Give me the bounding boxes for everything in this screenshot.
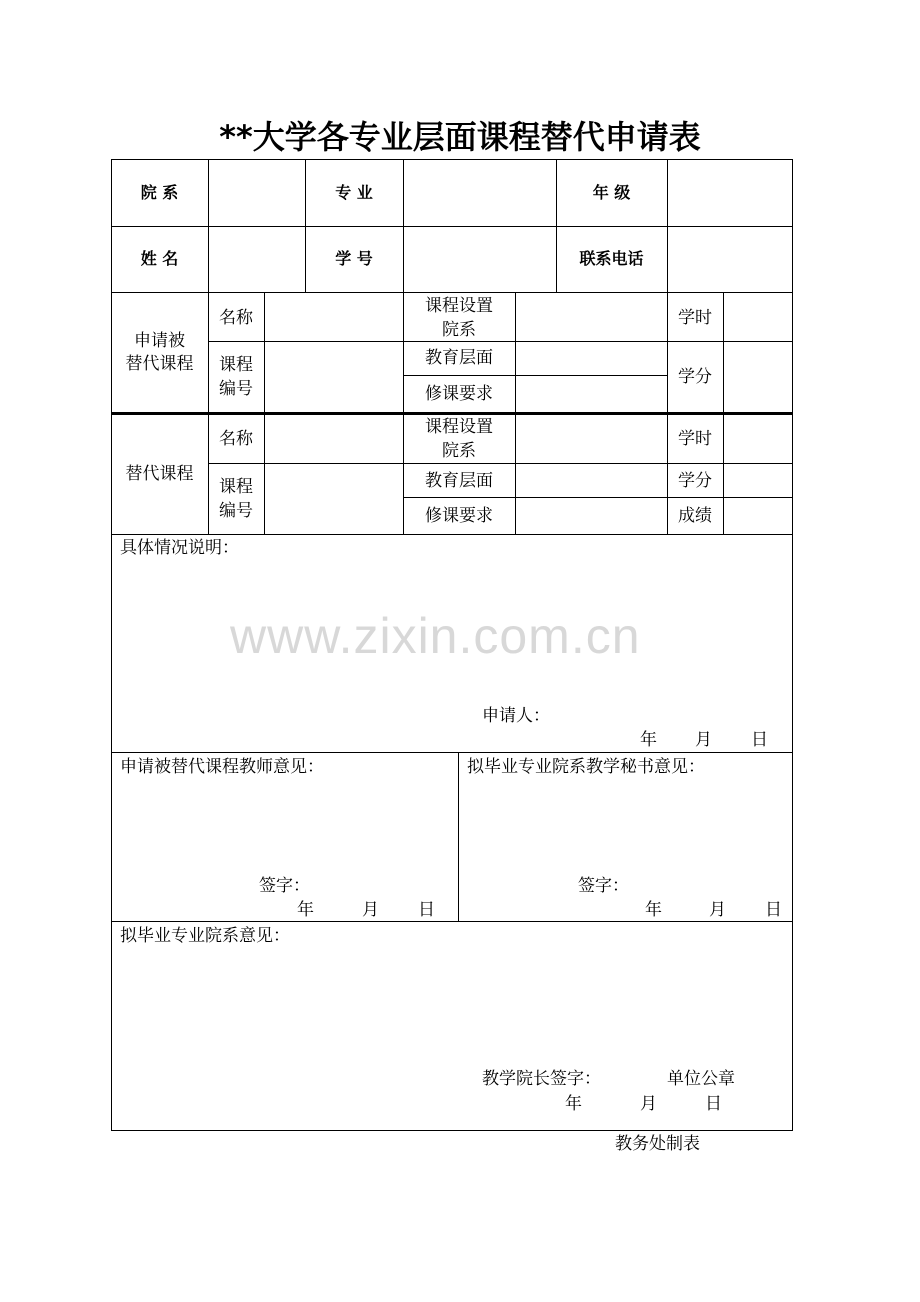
row-divider [208, 341, 793, 342]
table-border-right [792, 159, 793, 1131]
secretary-sign-label: 签字： [578, 876, 629, 896]
substitute-requirement-label: 修课要求 [425, 506, 493, 526]
replaced-offering-dept-label: 课程设置 [425, 296, 493, 316]
replaced-offering-dept-label-2: 院系 [442, 320, 476, 340]
dept-label: 院 系 [140, 183, 179, 202]
col-divider [264, 292, 265, 534]
row-divider [403, 497, 793, 498]
col-divider [458, 752, 459, 921]
substitute-course-section-label: 替代课程 [125, 464, 194, 484]
substitute-hours-label: 学时 [678, 429, 712, 449]
row-divider [403, 375, 668, 376]
form-title: **大学各专业层面课程替代申请表 [219, 118, 701, 156]
col-divider [723, 292, 724, 534]
row-divider [111, 921, 793, 922]
name-label: 姓 名 [140, 249, 179, 268]
watermark: www.zixin.com.cn [230, 608, 641, 664]
teacher-year: 年 [297, 900, 314, 920]
major-label: 专 业 [335, 183, 373, 202]
substitute-course-name-label: 名称 [219, 429, 253, 449]
replaced-course-code-label: 课程 [219, 355, 253, 375]
substitute-offering-dept-label-2: 院系 [442, 441, 476, 461]
substitute-course-code-label-2: 编号 [219, 501, 253, 521]
grade-label: 年 级 [592, 183, 631, 202]
replaced-hours-label: 学时 [678, 308, 712, 328]
teacher-opinion-label: 申请被替代课程教师意见： [120, 757, 324, 777]
col-divider [515, 292, 516, 534]
unit-seal-label: 单位公章 [667, 1069, 735, 1089]
replaced-course-section-label: 申请被 [134, 331, 185, 351]
teacher-day: 日 [418, 900, 435, 920]
col-divider [305, 159, 306, 292]
substitute-grade-label: 成绩 [678, 506, 712, 526]
replaced-course-name-label: 名称 [219, 308, 253, 328]
secretary-opinion-label: 拟毕业专业院系教学秘书意见： [467, 757, 705, 777]
explanation-day: 日 [751, 730, 768, 750]
substitute-offering-dept-label: 课程设置 [425, 417, 493, 437]
table-border-bottom [111, 1130, 793, 1131]
row-divider [111, 752, 793, 753]
dept-month: 月 [640, 1094, 657, 1114]
dept-year: 年 [565, 1094, 582, 1114]
secretary-year: 年 [645, 900, 662, 920]
replaced-course-code-label-2: 编号 [219, 379, 253, 399]
section-divider-thick [111, 412, 793, 415]
student-id-label: 学 号 [335, 249, 373, 268]
row-divider [111, 292, 793, 293]
applicant-label: 申请人： [482, 706, 550, 726]
table-border-left [111, 159, 112, 1131]
replaced-credit-label: 学分 [678, 367, 712, 387]
substitute-edu-level-label: 教育层面 [425, 471, 493, 491]
phone-label: 联系电话 [579, 249, 644, 268]
explanation-month: 月 [695, 730, 712, 750]
row-divider [111, 226, 793, 227]
explanation-year: 年 [640, 730, 657, 750]
table-border-top [111, 159, 793, 160]
footer-issuer: 教务处制表 [615, 1134, 700, 1154]
replaced-requirement-label: 修课要求 [425, 384, 493, 404]
teacher-month: 月 [362, 900, 379, 920]
replaced-edu-level-label: 教育层面 [425, 348, 493, 368]
secretary-day: 日 [765, 900, 782, 920]
dept-opinion-label: 拟毕业专业院系意见： [120, 926, 290, 946]
replaced-course-section-label-2: 替代课程 [125, 354, 194, 374]
row-divider [208, 463, 793, 464]
secretary-month: 月 [709, 900, 726, 920]
dept-day: 日 [705, 1094, 722, 1114]
explanation-label: 具体情况说明： [120, 538, 239, 558]
teacher-sign-label: 签字： [259, 876, 310, 896]
substitute-course-code-label: 课程 [219, 477, 253, 497]
col-divider [556, 159, 557, 292]
row-divider [111, 534, 793, 535]
substitute-credit-label: 学分 [678, 471, 712, 491]
dean-sign-label: 教学院长签字： [482, 1069, 601, 1089]
